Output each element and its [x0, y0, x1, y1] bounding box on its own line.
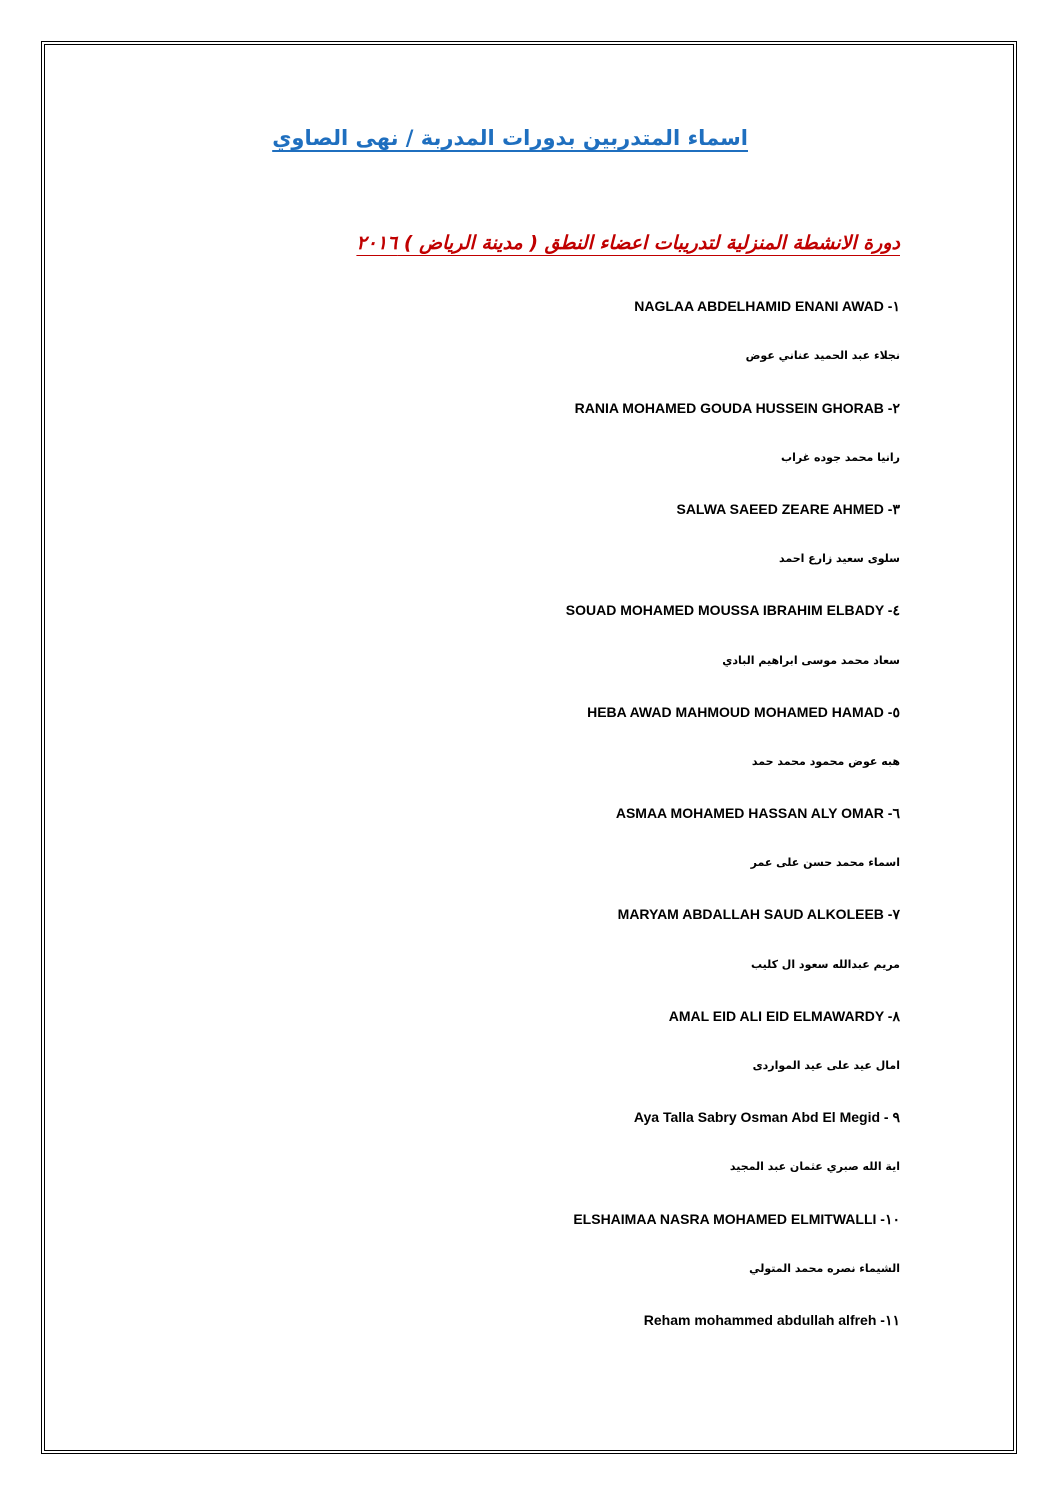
- trainee-8-name-ar: امال عيد على عيد الموارد‏ى: [752, 1059, 900, 1072]
- trainee-10-name-en: ELSHAIMAA NASRA MOHAMED ELMITWALLI -١٠: [573, 1211, 900, 1227]
- trainee-1-name-ar: نجلاء عبد الحميد عناني عوض: [745, 349, 900, 362]
- trainee-3-name-en: SALWA SAEED ZEARE AHMED -٣: [676, 501, 900, 517]
- trainee-7-name-en: MARYAM ABDALLAH SAUD ALKOLEEB -٧: [617, 906, 900, 922]
- trainee-1-name-en: NAGLAA ABDELHAMID ENANI AWAD -١: [634, 298, 900, 314]
- trainee-4-name-ar: سعاد محمد موسى ابراهيم البادي: [722, 654, 900, 667]
- trainee-11-name-en: Reham mohammed abdullah alfreh -١١: [643, 1312, 900, 1328]
- trainee-5-name-ar: هبه عوض محمود محمد حمد: [751, 755, 900, 768]
- trainee-6-name-en: ASMAA MOHAMED HASSAN ALY OMAR -٦: [615, 805, 900, 821]
- page-border-inner: [44, 44, 1014, 1451]
- trainee-5-name-en: HEBA AWAD MAHMOUD MOHAMED HAMAD -٥: [587, 704, 900, 720]
- document-title: اسماء المتدربين بدورات المدربة / نهى الصاوي: [272, 126, 748, 150]
- trainee-3-name-ar: سلوى سعيد زارع احمد: [778, 552, 900, 565]
- trainee-10-name-ar: الشيماء نصره محمد المتولي: [749, 1262, 900, 1275]
- trainee-9-name-en: Aya Talla Sabry Osman Abd El Megid - ٩: [633, 1109, 900, 1125]
- trainee-7-name-ar: مريم عبدالله سعود ال كليب: [750, 958, 900, 971]
- trainee-9-name-ar: اية الله صبري عثمان عبد المجيد: [729, 1160, 900, 1173]
- trainee-4-name-en: SOUAD MOHAMED MOUSSA IBRAHIM ELBADY -٤: [565, 602, 900, 618]
- trainee-2-name-en: RANIA MOHAMED GOUDA HUSSEIN GHORAB -٢: [574, 400, 900, 416]
- trainee-8-name-en: AMAL EID ALI EID ELMAWARDY -٨: [668, 1008, 900, 1024]
- trainee-6-name-ar: اسماء محمد حسن على عمر: [750, 856, 900, 869]
- trainee-2-name-ar: رانيا محمد جوده غراب: [781, 451, 900, 464]
- course-heading: دورة الانشطة المنزلية لتدريبات اعضاء النطق ( مدينة الرياض ) ٢٠١٦: [356, 232, 900, 254]
